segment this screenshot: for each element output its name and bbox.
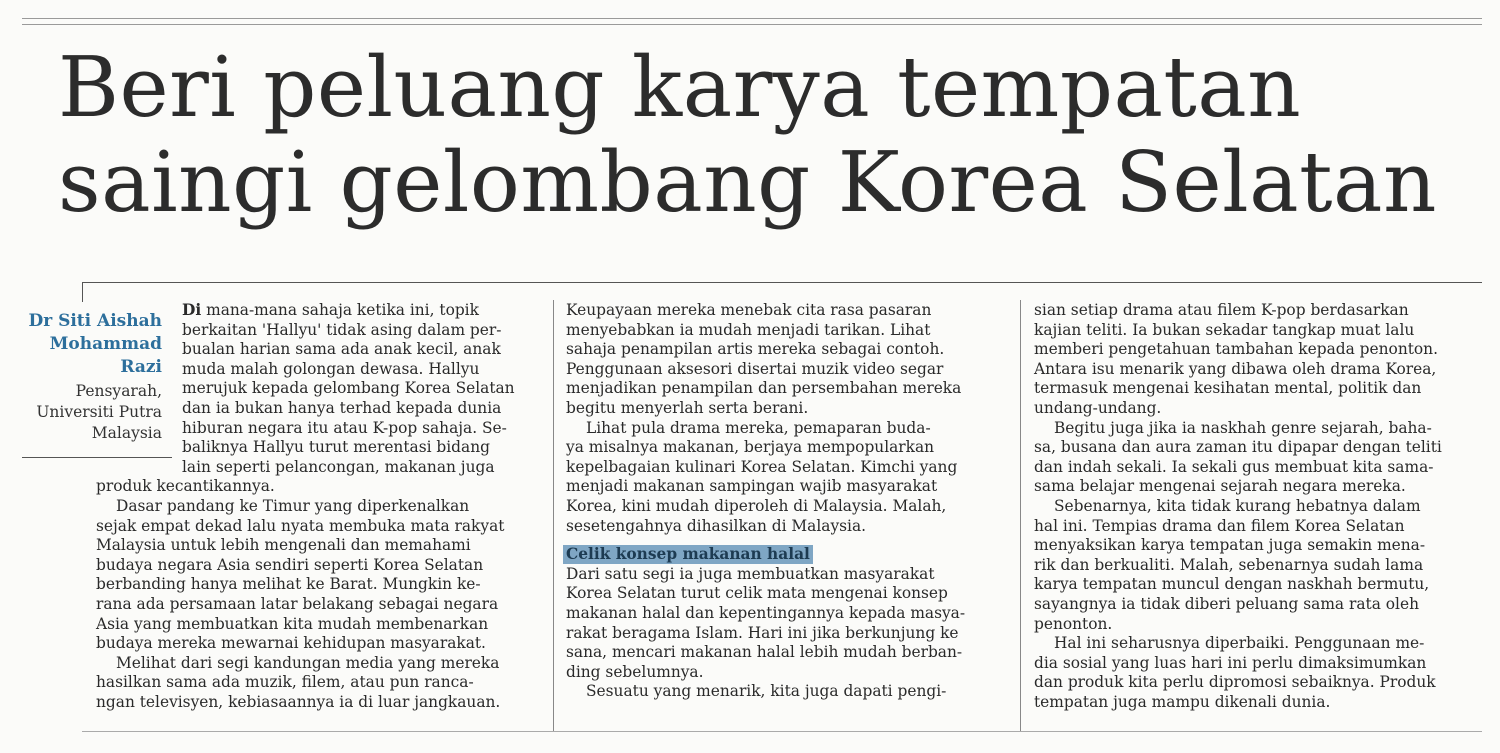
body-line: produk kecantikannya.	[96, 477, 275, 496]
body-line: dan ia bukan hanya terhad kepada dunia	[182, 398, 502, 417]
body-line: sian setiap drama atau filem K-pop berdasarkan	[1034, 301, 1409, 319]
body-line: hasilkan sama ada muzik, filem, atau pun ranca-	[96, 673, 474, 692]
body-line: ngan televisyen, kebiasaannya ia di luar jangkauan.	[96, 692, 501, 711]
body-line: menjadikan penampilan dan persembahan mereka	[566, 379, 962, 398]
article-column-1	[96, 301, 541, 712]
body-line: sayangnya ia tidak diberi peluang sama rata oleh	[1034, 594, 1419, 613]
body-line: ding sebelumnya.	[566, 662, 704, 681]
body-line: Sebenarnya, kita tidak kurang hebatnya dalam	[1054, 496, 1421, 515]
body-line: sesetengahnya dihasilkan di Malaysia.	[566, 516, 867, 535]
body-line: Melihat dari segi kandungan media yang mereka	[116, 653, 500, 672]
body-line: rana ada persamaan latar belakang sebagai negara	[96, 594, 499, 613]
body-line: lain seperti pelancongan, makanan juga	[182, 457, 495, 476]
headline-line-1: Beri peluang karya tempatan	[58, 39, 1302, 136]
top-rule	[22, 18, 1482, 25]
body-line: sahaja penampilan artis mereka sebagai contoh.	[566, 340, 945, 359]
body-line: Dari satu segi ia juga membuatkan masyarakat	[566, 564, 935, 583]
body-line: undang-undang.	[1034, 398, 1162, 417]
body-line: bualan harian sama ada anak kecil, anak	[182, 340, 501, 359]
body-line: sa, busana dan aura zaman itu dipapar dengan teliti	[1034, 438, 1442, 457]
body-line: makanan halal dan kepentingannya kepada masya-	[566, 603, 966, 622]
body-line: berbanding hanya melihat ke Barat. Mungkin ke-	[96, 575, 481, 594]
section-subhead: Celik konsep makanan halal	[563, 545, 813, 564]
spacer	[566, 536, 1006, 545]
body-line: Begitu juga jika ia naskhah genre sejarah, baha-	[1054, 418, 1432, 437]
column-divider-2	[1020, 300, 1021, 732]
body-line: menyebabkan ia mudah menjadi tarikan. Lihat	[566, 320, 931, 339]
body-line: penonton.	[1034, 614, 1113, 633]
body-line: kepelbagaian kulinari Korea Selatan. Kimchi yang	[566, 457, 958, 476]
body-line: karya tempatan muncul dengan naskhah bermutu,	[1034, 575, 1430, 594]
body-line: budaya mereka mewarnai kehidupan masyarakat.	[96, 634, 486, 653]
author-role-line-1: Pensyarah,	[75, 382, 162, 400]
author-name-line-3: Razi	[120, 357, 162, 377]
body-line: sama belajar mengenai sejarah negara mereka.	[1034, 477, 1406, 496]
body-line: budaya negara Asia sendiri seperti Korea Selatan	[96, 555, 484, 574]
subhead-line	[566, 545, 1006, 565]
author-role-line-3: Malaysia	[91, 424, 162, 442]
body-line: hal ini. Tempias drama dan filem Korea Selatan	[1034, 516, 1405, 535]
body-line: memberi pengetahuan tambahan kepada penonton.	[1034, 340, 1438, 359]
dropcap: Di	[182, 301, 202, 319]
body-line: Korea Selatan turut celik mata mengenai konsep	[566, 584, 948, 603]
body-line: muda malah golongan dewasa. Hallyu	[182, 359, 480, 378]
body-line: Di mana-mana sahaja ketika ini, topik	[182, 301, 479, 319]
body-line: Malaysia untuk lebih mengenali dan memahami	[96, 536, 471, 555]
article-column-2	[566, 301, 1006, 702]
headline-line-2: saingi gelombang Korea Selatan	[58, 134, 1437, 231]
article-column-3	[1034, 301, 1474, 712]
body-line: menjadi makanan sampingan wajib masyarakat	[566, 477, 938, 496]
body-line: rik dan berkualiti. Malah, sebenarnya sudah lama	[1034, 555, 1424, 574]
body-line: hiburan negara itu atau K-pop sahaja. Se-	[182, 418, 507, 437]
body-line: menyaksikan karya tempatan juga semakin mena-	[1034, 536, 1426, 555]
body-line: berkaitan 'Hallyu' tidak asing dalam per-	[182, 320, 502, 339]
body-line: Asia yang membuatkan kita mudah membenarkan	[96, 614, 489, 633]
body-line: Dasar pandang ke Timur yang diperkenalkan	[116, 496, 470, 515]
body-line: tempatan juga mampu dikenali dunia.	[1034, 692, 1331, 711]
body-line: dan indah sekali. Ia sekali gus membuat kita sama-	[1034, 457, 1434, 476]
author-role-line-2: Universiti Putra	[36, 403, 162, 421]
body-line: Sesuatu yang menarik, kita juga dapati pengi-	[586, 682, 947, 701]
body-line: Hal ini seharusnya diperbaiki. Penggunaan me-	[1054, 634, 1425, 653]
body-line: Lihat pula drama mereka, pemaparan buda-	[586, 418, 931, 437]
body-line: kajian teliti. Ia bukan sekadar tangkap muat lalu	[1034, 320, 1415, 339]
body-line: ya misalnya makanan, berjaya mempopularkan	[566, 438, 935, 457]
body-line: termasuk mengenai kesihatan mental, politik dan	[1034, 379, 1422, 398]
body-line: Antara isu menarik yang dibawa oleh drama Korea,	[1034, 359, 1437, 378]
bottom-rule	[82, 731, 1482, 732]
body-line: Keupayaan mereka menebak cita rasa pasaran	[566, 301, 932, 319]
body-line: Penggunaan aksesori disertai muzik video segar	[566, 359, 944, 378]
author-name-line-1: Dr Siti Aishah	[28, 311, 162, 331]
body-line: sana, mencari makanan halal lebih mudah berban-	[566, 643, 963, 662]
headline	[58, 40, 1478, 230]
body-line: sejak empat dekad lalu nyata membuka mata rakyat	[96, 516, 505, 535]
body-line: baliknya Hallyu turut merentasi bidang	[182, 438, 490, 457]
body-line: merujuk kepada gelombang Korea Selatan	[182, 379, 515, 398]
body-line: dia sosial yang luas hari ini perlu dimaksimumkan	[1034, 653, 1427, 672]
body-line: dan produk kita perlu dipromosi sebaiknya. Produk	[1034, 673, 1436, 692]
body-line: begitu menyerlah serta berani.	[566, 398, 809, 417]
body-line: Korea, kini mudah diperoleh di Malaysia. Malah,	[566, 496, 947, 515]
body-line: rakat beragama Islam. Hari ini jika berkunjung ke	[566, 623, 959, 642]
author-name-line-2: Mohammad	[49, 334, 162, 354]
frame-left-tick	[82, 282, 83, 302]
column-divider-1	[553, 300, 554, 732]
